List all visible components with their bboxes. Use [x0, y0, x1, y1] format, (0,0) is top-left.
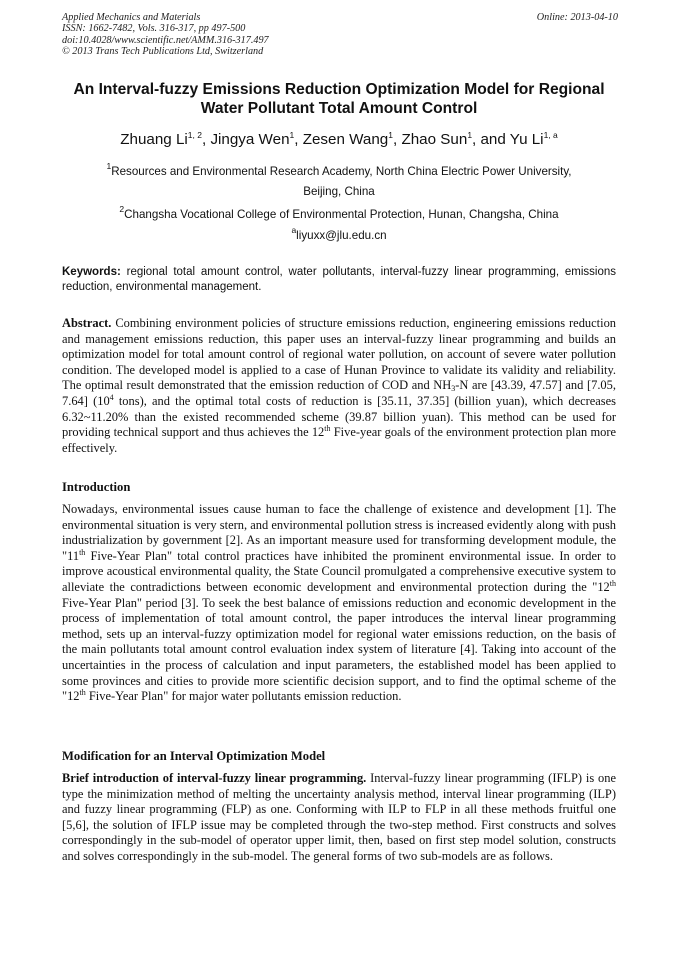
section-heading-modification: Modification for an Interval Optimization Model	[62, 749, 326, 763]
author-affiliation-mark: 1	[289, 130, 295, 140]
modification-paragraph	[62, 771, 616, 865]
doi-line[interactable]: doi:10.4028/www.scientific.net/AMM.316-317.497	[62, 34, 269, 46]
abstract-text: -N are [43.39, 47.57] and [7.05, 7.64] (10	[62, 378, 616, 408]
author-separator: ,	[294, 131, 303, 148]
author-name: Zhuang Li	[120, 131, 188, 148]
author-affiliation-mark: 1	[388, 130, 393, 140]
copyright-line: © 2013 Trans Tech Publications Ltd, Switzerland	[62, 46, 264, 58]
abstract-label: Abstract.	[62, 316, 112, 330]
issn-line: ISSN: 1662-7482, Vols. 316-317, pp 497-500	[62, 23, 246, 35]
superscript: 4	[109, 392, 114, 402]
email-mark: a	[291, 225, 297, 235]
superscript: th	[609, 578, 616, 588]
author-affiliation-mark: 1, 2	[187, 130, 202, 140]
email-address[interactable]: liyuxx@jlu.edu.cn	[296, 229, 387, 242]
introduction-paragraph	[62, 502, 616, 705]
abstract-paragraph	[62, 316, 616, 456]
affiliation-1	[62, 162, 616, 202]
author-list	[50, 130, 628, 150]
corresponding-email	[62, 226, 616, 246]
affiliation-text-cont: Beijing, China	[303, 185, 375, 198]
affiliation-mark: 2	[119, 204, 125, 214]
abstract-text: Five-year goals of the environment protection plan more effectively.	[62, 425, 617, 455]
superscript: th	[324, 424, 331, 434]
affiliation-text: Changsha Vocational College of Environmental Protection, Hunan, Changsha, China	[124, 208, 559, 221]
intro-text: Five-Year Plan" total control practices have inhibited the prominent environmental issue. In order to improve acoustical environmental quality, the State Council promulgated a comprehensive executive system to alleviate the contradictions between economic development and environmental protection during the "12	[62, 548, 616, 594]
title-line-2: Water Pollutant Total Amount Control	[200, 100, 478, 117]
author-affiliation-mark: 1, a	[543, 130, 558, 140]
abstract-text: tons), and the optimal total costs of reduction is [35.11, 37.35] (billion yuan), which decreases 6.32~11.20% than the existed recommended scheme (39.87 billion yuan). This method can be used for providing technical support and thus achieves the 12	[62, 393, 616, 440]
author-affiliation-mark: 1	[467, 130, 473, 140]
modification-text: Interval-fuzzy linear programming (IFLP) is one type the minimization method of melting the uncertainty analysis method, interval linear programming (ILP) and fuzzy linear programming (FLP) as one. Conforming with ILP to FLP in all these methods fruitful one [5,6], the solution of IFLP issue may be completed through the two-step method. First constructs and solves correspondingly in the sub-model of operator upper limit, then, based on first step model solution, constructs and solves correspondingly in the sub-model. The general forms of two sub-models are as follows.	[62, 771, 617, 863]
affiliation-text: Resources and Environmental Research Academy, North China Electric Power University,	[111, 165, 572, 178]
journal-name: Applied Mechanics and Materials	[62, 12, 201, 23]
superscript: th	[79, 547, 86, 557]
title-line-1: An Interval-fuzzy Emissions Reduction Optimization Model for Regional	[73, 81, 605, 98]
keywords-text: regional total amount control, water pollutants, interval-fuzzy linear programming, emissions reduction, environmental management.	[62, 266, 617, 294]
online-date: Online: 2013-04-10	[536, 12, 618, 23]
intro-text: Nowadays, environmental issues cause human to face the challenge of existence and development [1]. The environmental situation is very stern, and environmental pollution stress is increased evidently along with push industrialization by government [2]. As an important measure used for transforming development module, the "11	[62, 502, 616, 563]
paper-title	[50, 80, 628, 118]
journal-header	[62, 12, 618, 58]
author-name: Yu Li	[509, 131, 544, 148]
author-name: Zesen Wang	[302, 131, 389, 148]
section-heading-introduction: Introduction	[62, 480, 131, 494]
author-separator: ,	[392, 131, 402, 148]
keywords-label: Keywords:	[62, 266, 121, 278]
intro-text: Five-Year Plan" for major water pollutants emission reduction.	[85, 689, 402, 704]
affiliation-2	[62, 205, 616, 225]
author-name: Zhao Sun	[401, 131, 468, 148]
affiliation-mark: 1	[106, 161, 112, 171]
superscript: th	[79, 688, 86, 698]
author-separator: ,	[201, 131, 211, 148]
subsection-lead: Brief introduction of interval-fuzzy linear programming.	[62, 771, 367, 785]
keywords-block	[62, 265, 616, 295]
subscript: 3	[451, 384, 456, 394]
author-name: Jingya Wen	[210, 131, 290, 148]
intro-text: Five-Year Plan" period [3]. To seek the best balance of emissions reduction and economic development in the process of implementation of total amount control, the paper introduces the interval linear programming method, sets up an interval-fuzzy optimization model for regional water emissions reduction, on the basis of the main pollutants total amount control evaluation index system of literature [4]. Taking into account of the uncertainties in the process of calculation and input parameters, the established model has been applied to some provinces and cities to provide more scientific decision support, and to find the optimal scheme of the "12	[62, 595, 616, 704]
author-separator: , and	[472, 131, 510, 148]
abstract-text: Combining environment policies of structure emissions reduction, engineering emissions reduction and management emissions reduction, this paper uses an interval-fuzzy linear programming and builds an optimization model for total amount control of regional water pollution, on account of severe water pollution condition. The developed model is applied to a case of Hunan Province to validate its validity and reliability. The optimal result demonstrated that the emission reduction of COD and NH	[62, 316, 617, 393]
